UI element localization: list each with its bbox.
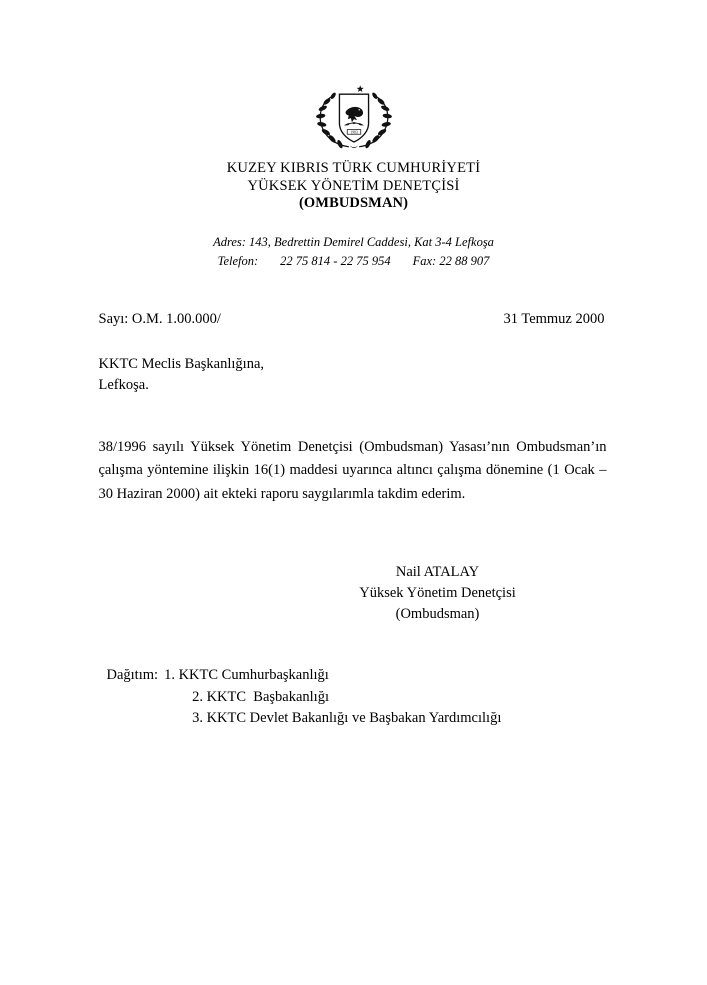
kktc-state-emblem-icon (302, 78, 406, 152)
distribution-item-3: 3. KKTC Devlet Bakanlığı ve Başbakan Yardımcılığı (192, 710, 502, 726)
signatory-title: Yüksek Yönetim Denetçisi (359, 585, 516, 602)
reference-row (99, 311, 609, 328)
contact-phone-label: Telefon: (217, 253, 259, 268)
letter-paragraph: 38/1996 sayılı Yüksek Yönetim Denetçisi (Ombudsman) Yasası’nın Ombudsman’ın çalışma yöntemine ilişkin 16(1) maddesi uyarınca altıncı çalışma dönemine (1 Ocak – 30 Haziran 2000) ait ekteki raporu saygılarımla takdim ederim. (98, 438, 607, 502)
addressee-line-1: KKTC Meclis Başkanlığına, (98, 355, 265, 372)
signature-block (99, 562, 609, 625)
contact-phone-numbers: 22 75 814 - 22 75 954 (280, 253, 391, 268)
svg-text:1983: 1983 (349, 130, 358, 135)
addressee-line-2: Lefkoşa. (98, 376, 149, 393)
distribution-row (107, 665, 609, 729)
letter-body (99, 311, 609, 730)
letterhead-contact (0, 233, 707, 271)
reference-number: Sayı: O.M. 1.00.000/ (98, 310, 221, 327)
addressee-block (99, 354, 609, 396)
document-page (0, 78, 707, 985)
emblem-container (0, 78, 707, 152)
reference-date: 31 Temmuz 2000 (503, 310, 605, 327)
distribution-item-1: 1. KKTC Cumhurbaşkanlığı (164, 667, 329, 684)
distribution-items (158, 665, 501, 729)
distribution-block (99, 665, 609, 729)
signatory-subtitle: (Ombudsman) (395, 606, 480, 623)
distribution-label: Dağıtım: (106, 667, 159, 684)
contact-address: Adres: 143, Bedrettin Demirel Caddesi, Kat 3-4 Lefkoşa (213, 235, 494, 250)
contact-phone-row (0, 252, 707, 271)
contact-fax: Fax: 22 88 907 (412, 253, 490, 268)
letterhead-title (0, 160, 707, 213)
letterhead-line-country: KUZEY KIBRIS TÜRK CUMHURİYETİ (226, 160, 481, 176)
letterhead-line-ombudsman: (OMBUDSMAN) (298, 195, 409, 212)
distribution-item-2: 2. KKTC Başbakanlığı (192, 688, 329, 705)
signatory-name: Nail ATALAY (395, 564, 480, 581)
letterhead-line-office: YÜKSEK YÖNETİM DENETÇİSİ (247, 177, 460, 194)
